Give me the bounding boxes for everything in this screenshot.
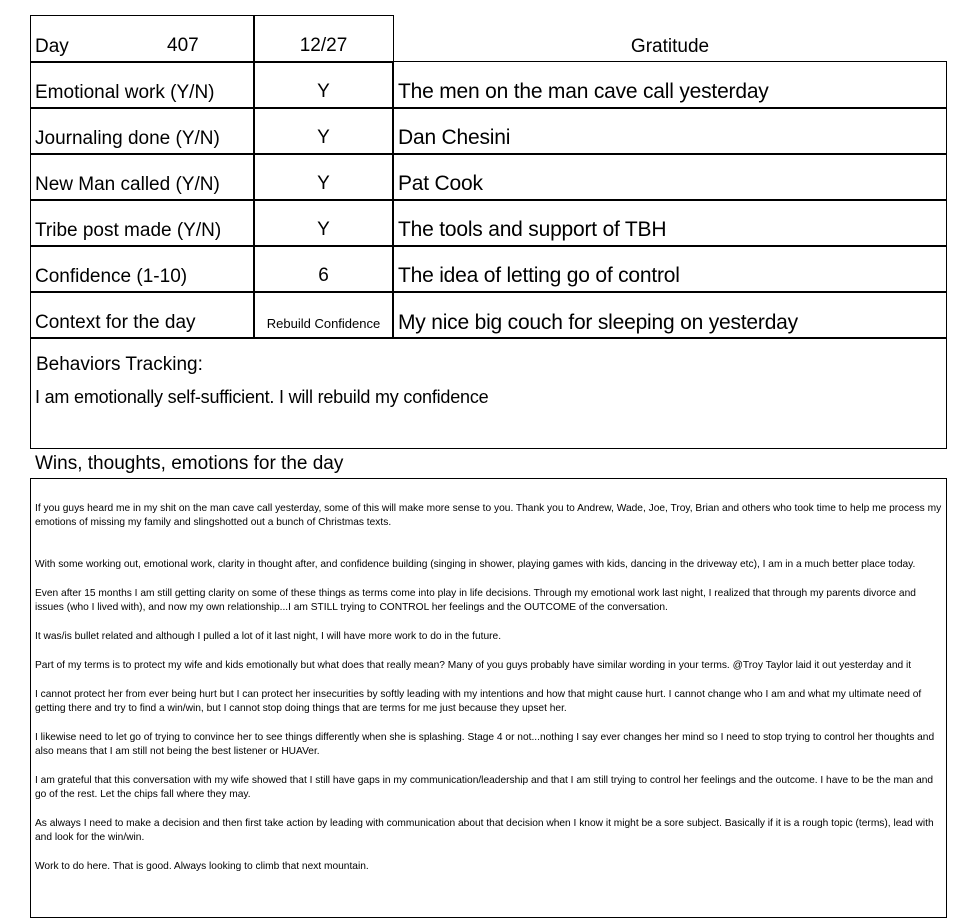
behaviors-heading: Behaviors Tracking: [36,354,203,375]
row-value: Y [317,81,330,102]
row-value-cell [253,291,394,339]
row-label: New Man called (Y/N) [35,174,220,195]
row-label: Emotional work (Y/N) [35,82,215,103]
wins-paragraph: Even after 15 months I am still getting clarity on some of these things as terms come into play in life decisions. Through my emotional work last night, I realized that through my parents divorce and issues (who I lived with), and now my own relationship...I am STILL trying to CONTROL her feelings and the OUTCOME of the conversation. [35,588,916,613]
date-value: 12/27 [299,35,348,56]
wins-paragraph: Work to do here. That is good. Always looking to climb that next mountain. [35,861,369,872]
wins-paragraph: I am grateful that this conversation with my wife showed that I still have gaps in my communication/leadership and that I am still trying to control her feelings and the outcome. I have to be the man and go of the rest. Let the chips fall where they may. [35,775,934,800]
day-number: 407 [167,35,199,56]
gratitude-entry: Pat Cook [398,172,483,195]
gratitude-entry: The men on the man cave call yesterday [398,80,769,103]
wins-paragraph: I likewise need to let go of trying to convince her to see things differently when she is splashing. Stage 4 or not...nothing I say ever changes her mind so I need to stop trying to control her thoughts and also means that I am still not being the best listener or HUAVer. [35,732,935,757]
row-value: 6 [318,265,329,286]
wins-paragraph: As always I need to make a decision and then first take action by leading with communication about that decision when I know it might be a sore subject. Basically if it is a rough topic (terms), lead with and look for the win/win. [35,818,934,843]
row-label: Tribe post made (Y/N) [35,220,222,241]
row-value: Y [317,173,330,194]
wins-heading: Wins, thoughts, emotions for the day [35,453,344,474]
behaviors-text: I am emotionally self-sufficient. I will rebuild my confidence [35,387,489,407]
row-value: Rebuild Confidence [266,316,381,331]
gratitude-entry: Dan Chesini [398,126,511,149]
wins-paragraph: If you guys heard me in my shit on the man cave call yesterday, some of this will make more sense to you. Thank you to Andrew, Wade, Joe, Troy, Brian and others who took time to help me process my emotions of missing my family and slingshotted out a bunch of Christmas texts. [35,503,942,528]
gratitude-entry: The tools and support of TBH [398,218,667,241]
row-value: Y [317,127,330,148]
row-label: Confidence (1-10) [35,266,188,287]
wins-paragraph: Part of my terms is to protect my wife and kids emotionally but what does that really mean? Many of you guys probably have similar wording in your terms. @Troy Taylor laid it out yesterday and it [35,660,912,671]
row-label: Journaling done (Y/N) [35,128,220,149]
gratitude-entry: The idea of letting go of control [398,264,680,287]
wins-paragraph: I cannot protect her from ever being hurt but I can protect her insecurities by softly leading with my intentions and how that might cause hurt. I cannot change who I am and what my ultimate need of getting there and try to find a win/win, but I cannot stop doing things that are terms for me just because they upset her. [35,689,922,714]
gratitude-entry: My nice big couch for sleeping on yesterday [398,311,798,334]
wins-paragraph: With some working out, emotional work, clarity in thought after, and confidence building (singing in shower, playing games with kids, dancing in the driveway etc), I am in a much better place today. [35,559,916,570]
row-value: Y [317,219,330,240]
row-label: Context for the day [35,312,196,333]
wins-paragraph: It was/is bullet related and although I pulled a lot of it last night, I will have more work to do in the future. [35,631,502,642]
day-label: Day [35,36,69,57]
gratitude-heading: Gratitude [630,36,710,57]
